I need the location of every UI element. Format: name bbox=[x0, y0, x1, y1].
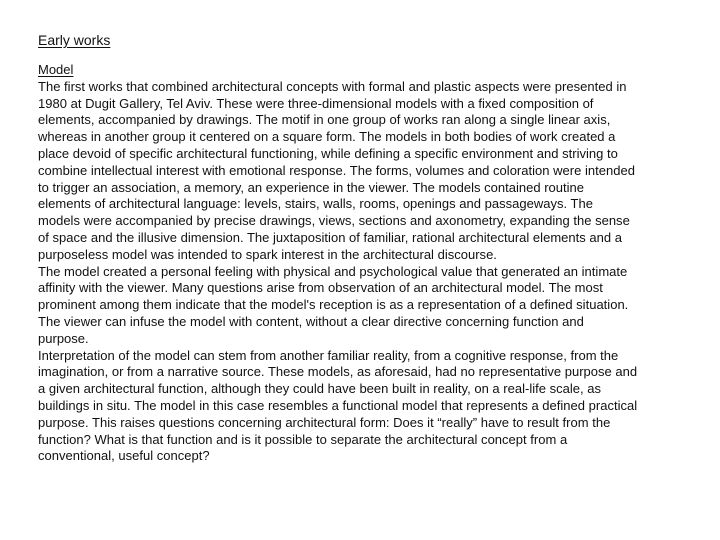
paragraph-3: Interpretation of the model can stem from another familiar reality, from a cognitive response, from the imagination, or from a narrative source. These models, as aforesaid, had no representative purpose and a given architectural function, although they could have been built in reality, on a real-life scale, as buildings in situ. The model in this case resembles a functional model that represents a defined practical purpose. This raises questions concerning architectural form: Does it “really” have to result from the function? What is that function and is it possible to separate the architectural concept from a conventional, useful concept? bbox=[38, 347, 638, 464]
slide-content bbox=[38, 30, 638, 465]
page-title: Early works bbox=[38, 32, 111, 48]
paragraph-2: The model created a personal feeling with physical and psychological value that generated an intimate affinity with the viewer. Many questions arise from observation of an architectural model. The most prominent among them indicate that the model's reception is as a representation of a defined situation. The viewer can infuse the model with content, without a clear directive concerning function and purpose. bbox=[38, 263, 629, 346]
paragraph-1: The first works that combined architectural concepts with formal and plastic aspects were presented in 1980 at Dugit Gallery, Tel Aviv. These were three-dimensional models with a fixed composition of elements, accompanied by drawings. The motif in one group of works ran along a single linear axis, whereas in another group it centered on a square form. The models in both bodies of work created a place devoid of specific architectural functioning, while defining a specific environment and striving to combine intellectual interest with emotional response. The forms, volumes and coloration were intended to trigger an association, a memory, an experience in the viewer. The models contained routine elements of architectural language: levels, stairs, walls, rooms, openings and passageways. The models were accompanied by precise drawings, views, sections and axonometry, expanding the sense of space and the illusive dimension. The juxtaposition of familiar, rational architectural elements and a purposeless model was intended to spark interest in the architectural discourse. bbox=[38, 78, 635, 262]
section-heading: Model bbox=[38, 62, 74, 77]
